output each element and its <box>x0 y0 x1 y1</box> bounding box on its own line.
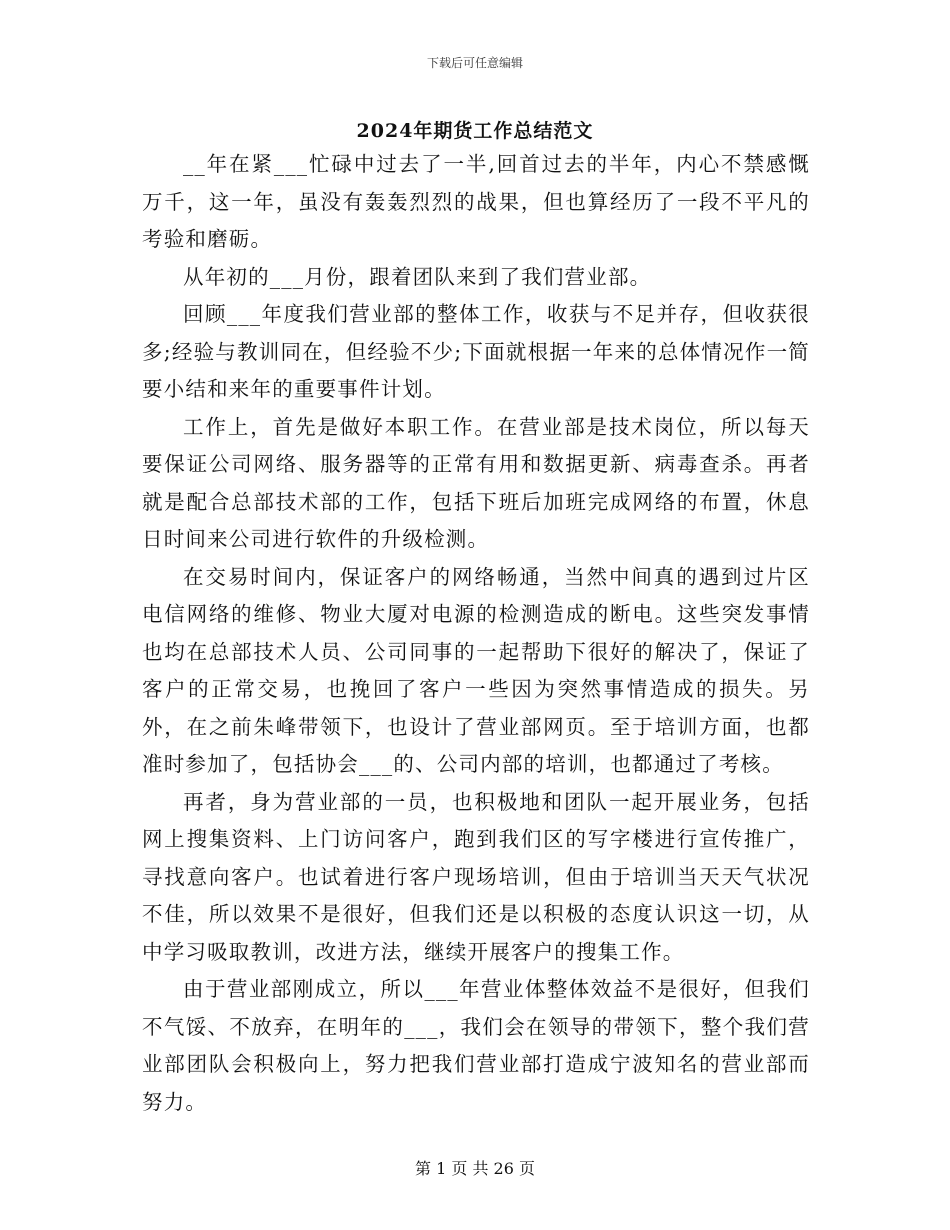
document-title: 2024年期货工作总结范文 <box>356 120 594 142</box>
paragraph-7: 由于营业部刚成立，所以___年营业体整体效益不是很好，但我们不气馁、不放弃，在明年的___，我们会在领导的带领下，整个我们营业部团队会积极向上，努力把我们营业部打造成宁波知名的营业部而努力。 <box>142 977 810 1114</box>
paragraph-1: __年在紧___忙碌中过去了一半,回首过去的半年，内心不禁感慨万千，这一年，虽没有轰轰烈烈的战果，但也算经历了一段不平凡的考验和磨砺。 <box>142 152 810 251</box>
paragraph-2: 从年初的___月份，跟着团队来到了我们营业部。 <box>183 264 652 289</box>
header-note: 下载后可任意编辑 <box>426 56 523 70</box>
page-number: 第 1 页 共 26 页 <box>415 1159 535 1178</box>
paragraph-5: 在交易时间内，保证客户的网络畅通，当然中间真的遇到过片区电信网络的维修、物业大厦对电源的检测造成的断电。这些突发事情也均在总部技术人员、公司同事的一起帮助下很好的解决了，保证了客户的正常交易，也挽回了客户一些因为突然事情造成的损失。另外，在之前朱峰带领下，也设计了营业部网页。至于培训方面，也都准时参加了，包括协会___的、公司内部的培训，也都通过了考核。 <box>142 564 810 776</box>
paragraph-6: 再者，身为营业部的一员，也积极地和团队一起开展业务，包括网上搜集资料、上门访问客户，跑到我们区的写字楼进行宣传推广，寻找意向客户。也试着进行客户现场培训，但由于培训当天天气状况不佳，所以效果不是很好，但我们还是以积极的态度认识这一切，从中学习吸取教训，改进方法，继续开展客户的搜集工作。 <box>142 789 810 964</box>
paragraph-3: 回顾___年度我们营业部的整体工作，收获与不足并存，但收获很多;经验与教训同在，但经验不少;下面就根据一年来的总体情况作一简要小结和来年的重要事件计划。 <box>142 302 810 401</box>
paragraph-4: 工作上，首先是做好本职工作。在营业部是技术岗位，所以每天要保证公司网络、服务器等的正常有用和数据更新、病毒查杀。再者就是配合总部技术部的工作，包括下班后加班完成网络的布置，休息日时间来公司进行软件的升级检测。 <box>142 414 810 551</box>
document-body <box>142 146 810 1121</box>
